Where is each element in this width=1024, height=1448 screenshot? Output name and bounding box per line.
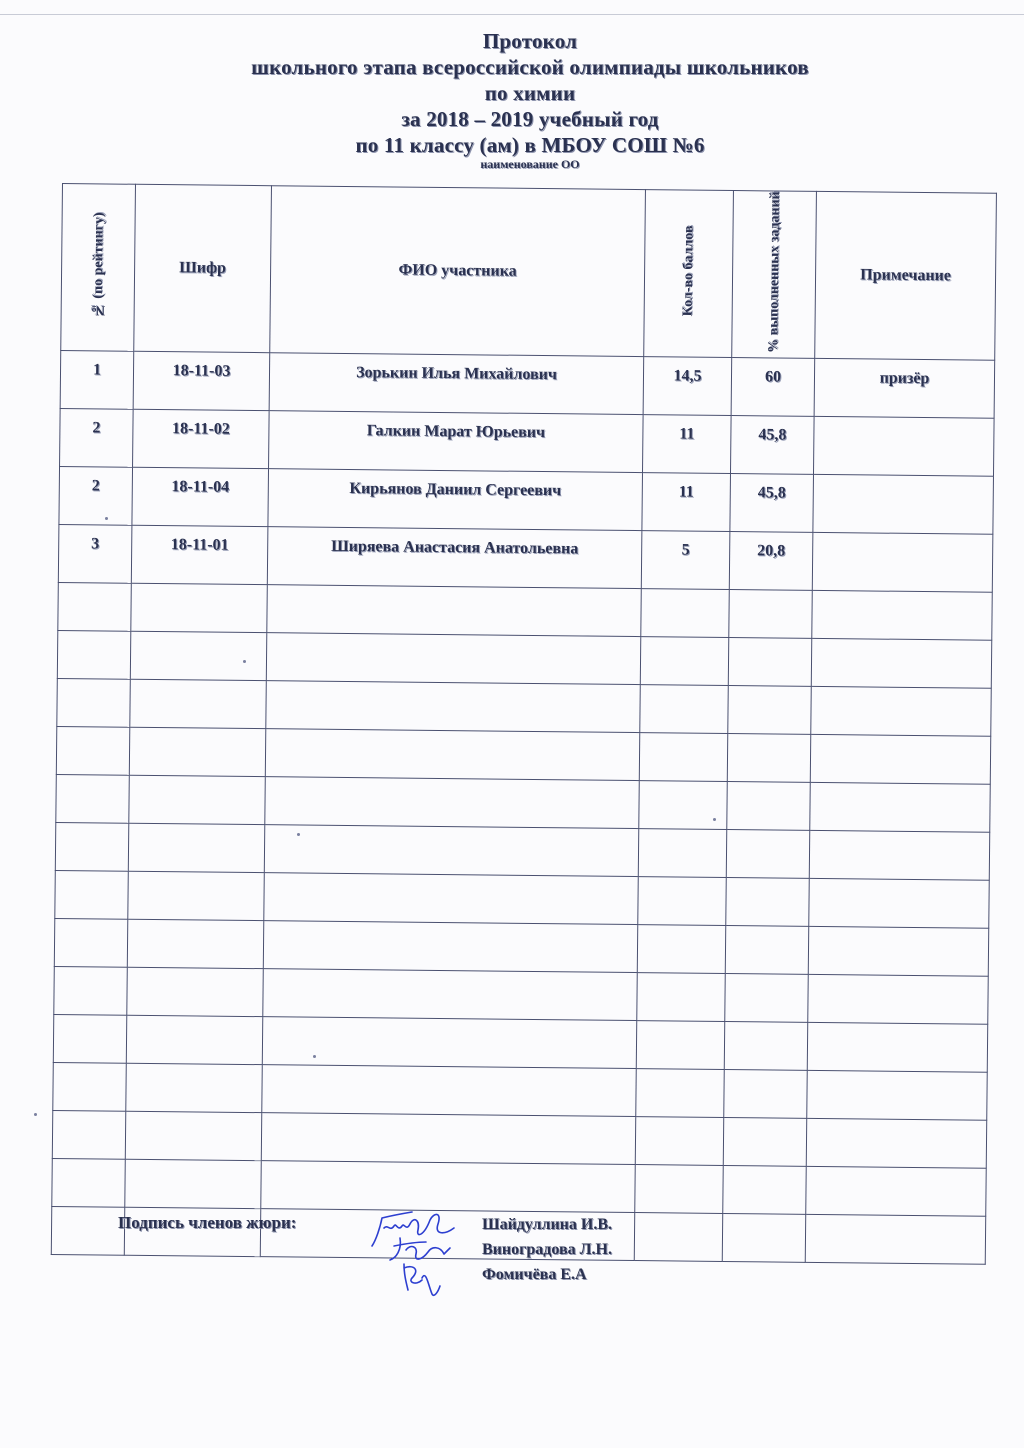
results-table	[51, 183, 997, 1265]
document-header	[100, 28, 960, 171]
header-title: Протокол	[482, 29, 578, 53]
scan-edge-line	[0, 14, 1024, 15]
empty-cell	[726, 830, 809, 879]
handwritten-signature	[360, 1198, 480, 1310]
empty-cell	[261, 1113, 635, 1165]
empty-cell	[267, 585, 641, 637]
empty-cell	[56, 727, 129, 776]
cell-name: Зорькин Илья Михайлович	[269, 353, 644, 415]
jury-signature-label: Подпись членов жюри:	[118, 1213, 297, 1232]
header-name: ФИО участника	[270, 186, 646, 357]
empty-cell	[807, 1023, 987, 1073]
empty-cell	[127, 920, 263, 969]
empty-cell	[639, 733, 727, 782]
header-subtitle: наименование ОО	[480, 157, 580, 171]
cell-name: Ширяева Анастасия Анатольевна	[267, 527, 642, 589]
empty-cell	[263, 969, 637, 1021]
empty-cell	[636, 1069, 724, 1118]
empty-cell	[722, 1214, 805, 1263]
cell-num: 1	[60, 351, 134, 410]
empty-cell	[635, 1165, 723, 1214]
empty-cell	[53, 1015, 126, 1064]
empty-cell	[638, 877, 726, 926]
empty-cell	[52, 1111, 125, 1160]
empty-cell	[128, 824, 264, 873]
empty-cell	[58, 583, 131, 632]
empty-cell	[810, 735, 990, 785]
empty-cell	[811, 639, 991, 689]
cell-num: 2	[59, 467, 133, 526]
empty-cell	[55, 871, 128, 920]
cell-name: Галкин Марат Юрьевич	[269, 411, 644, 473]
jury-member: Шайдуллина И.В.	[482, 1216, 612, 1233]
header-year: за 2018 – 2019 учебный год	[401, 107, 659, 131]
empty-cell	[639, 781, 727, 830]
empty-cell	[812, 591, 992, 641]
cell-name: Кирьянов Даниил Сергеевич	[268, 469, 643, 531]
header-note: Примечание	[815, 191, 997, 360]
empty-cell	[264, 873, 638, 925]
empty-cell	[131, 584, 267, 633]
empty-cell	[810, 783, 990, 833]
empty-cell	[130, 632, 266, 681]
empty-cell	[125, 1112, 261, 1161]
empty-cell	[807, 1071, 987, 1121]
empty-cell	[264, 825, 638, 877]
empty-cell	[725, 926, 808, 975]
header-percent: % выполненных заданий	[732, 191, 817, 359]
empty-cell	[56, 775, 129, 824]
empty-cell	[55, 823, 128, 872]
cell-num: 2	[60, 409, 134, 468]
table-row	[60, 351, 995, 419]
empty-cell	[125, 1160, 261, 1209]
empty-cell	[129, 728, 265, 777]
empty-cell	[724, 1022, 807, 1071]
cell-percent: 60	[731, 358, 815, 417]
cell-score: 5	[641, 531, 730, 590]
table-header-row	[61, 184, 997, 361]
empty-cell	[728, 638, 811, 687]
empty-cell	[130, 680, 266, 729]
empty-cell	[54, 919, 127, 968]
cell-note	[813, 417, 994, 477]
empty-cell	[723, 1118, 806, 1167]
scan-speck	[243, 660, 246, 663]
empty-cell	[262, 1017, 636, 1069]
empty-cell	[726, 878, 809, 927]
table-row	[58, 525, 993, 593]
empty-cell	[128, 872, 264, 921]
empty-cell	[637, 973, 725, 1022]
empty-cell	[636, 1021, 724, 1070]
jury-member: Виноградова Л.Н.	[482, 1241, 612, 1258]
header-score: Кол-во баллов	[644, 190, 734, 358]
empty-cell	[52, 1159, 125, 1208]
empty-cell	[727, 782, 810, 831]
cell-percent: 45,8	[730, 416, 814, 475]
empty-cell	[725, 974, 808, 1023]
empty-cell	[262, 1065, 636, 1117]
empty-cell	[729, 590, 812, 639]
empty-cell	[635, 1117, 723, 1166]
empty-cell	[126, 1016, 262, 1065]
empty-cell	[809, 831, 989, 881]
empty-cell	[809, 879, 989, 929]
cell-code: 18-11-01	[131, 526, 268, 585]
empty-cell	[808, 975, 988, 1025]
cell-score: 11	[642, 473, 731, 532]
scan-speck	[34, 1113, 37, 1116]
table-row	[60, 409, 995, 477]
empty-cell	[127, 968, 263, 1017]
empty-cell	[806, 1119, 986, 1169]
empty-cell	[265, 729, 639, 781]
empty-cell	[54, 967, 127, 1016]
empty-cell	[57, 679, 130, 728]
header-olympiad: школьного этапа всероссийской олимпиады школьников	[251, 55, 809, 79]
cell-percent: 45,8	[730, 474, 814, 533]
scan-speck	[297, 833, 300, 836]
cell-num: 3	[58, 525, 132, 584]
cell-score: 11	[642, 415, 731, 474]
scan-speck	[313, 1055, 316, 1058]
table-body	[51, 351, 994, 1265]
empty-cell	[805, 1215, 985, 1265]
empty-cell	[728, 686, 811, 735]
cell-score: 14,5	[643, 357, 732, 416]
empty-cell	[266, 633, 640, 685]
results-table-wrapper	[51, 183, 996, 1205]
empty-cell	[727, 734, 810, 783]
header-num: № (по рейтингу)	[61, 184, 136, 352]
header-class-school: по 11 классу (ам) в МБОУ СОШ №6	[355, 133, 705, 157]
empty-cell	[263, 921, 637, 973]
empty-cell	[634, 1213, 722, 1262]
cell-code: 18-11-03	[133, 352, 270, 411]
empty-cell	[723, 1166, 806, 1215]
scan-speck	[713, 818, 716, 821]
jury-member: Фомичёва Е.А	[482, 1266, 587, 1283]
empty-cell	[126, 1064, 262, 1113]
header-code: Шифр	[134, 184, 272, 353]
empty-cell	[638, 829, 726, 878]
empty-cell	[51, 1207, 124, 1256]
cell-code: 18-11-04	[132, 468, 269, 527]
cell-code: 18-11-02	[133, 410, 270, 469]
empty-cell	[808, 927, 988, 977]
empty-cell	[640, 637, 728, 686]
empty-cell	[724, 1070, 807, 1119]
empty-cell	[806, 1167, 986, 1217]
empty-cell	[266, 681, 640, 733]
table-row	[59, 467, 994, 535]
empty-cell	[640, 685, 728, 734]
scan-speck	[105, 517, 108, 520]
empty-cell	[811, 687, 991, 737]
cell-note: призёр	[814, 359, 995, 419]
empty-cell	[637, 925, 725, 974]
empty-cell	[641, 589, 729, 638]
empty-cell	[57, 631, 130, 680]
cell-percent: 20,8	[729, 532, 813, 591]
cell-note	[813, 475, 994, 535]
empty-cell	[129, 776, 265, 825]
jury-members	[482, 1212, 612, 1287]
cell-note	[812, 533, 993, 593]
empty-cell	[265, 777, 639, 829]
empty-cell	[53, 1063, 126, 1112]
header-subject: по химии	[484, 81, 576, 105]
